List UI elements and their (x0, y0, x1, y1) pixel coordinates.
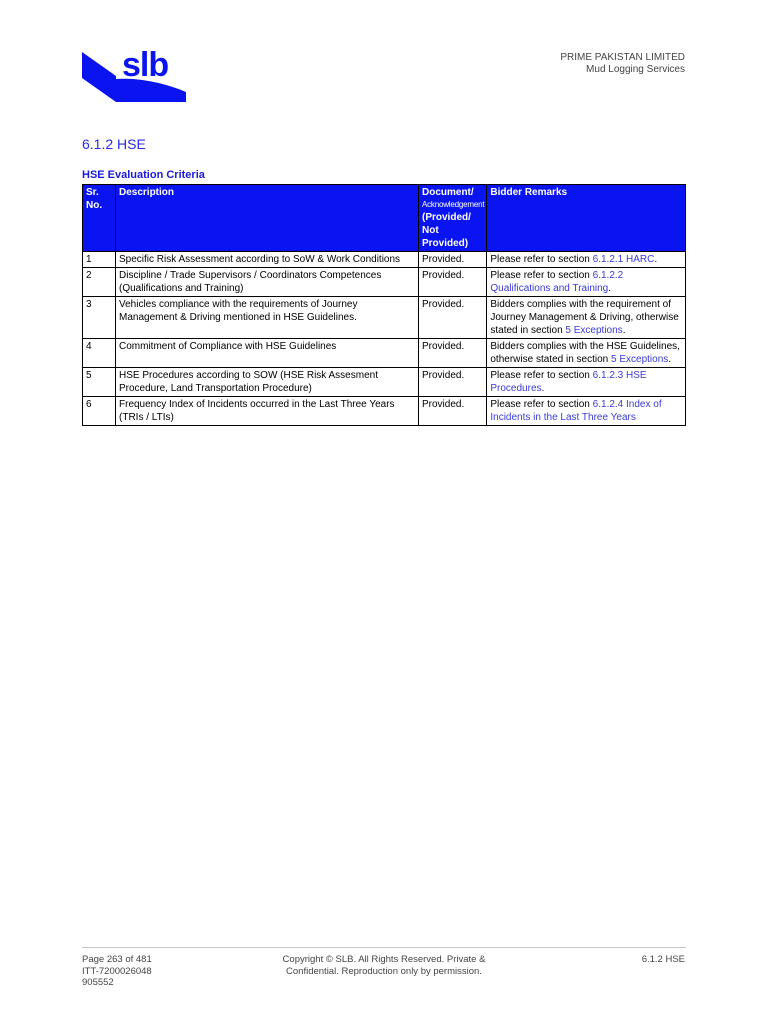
row-sr: 3 (83, 297, 116, 339)
row-status: Provided. (419, 268, 487, 297)
row-description: HSE Procedures according to SOW (HSE Risk Assesment Procedure, Land Transportation Procedure) (116, 368, 419, 397)
table-row (83, 252, 686, 268)
section-link[interactable]: 5 Exceptions (611, 354, 669, 365)
table-row (83, 297, 686, 339)
footer-copyright (270, 954, 498, 977)
section-link[interactable]: 6.1.2.4 Index of Incidents in the Last Three Years (490, 399, 662, 423)
company-service: Mud Logging Services (586, 64, 685, 75)
remark-text: Please refer to section (490, 254, 593, 265)
table-row (83, 368, 686, 397)
header-bidder-remarks: Bidder Remarks (487, 185, 686, 252)
remark-text: Please refer to section (490, 370, 593, 381)
copyright-line-1: Copyright © SLB. All Rights Reserved. Private & (282, 954, 486, 965)
section-link[interactable]: 6.1.2.1 HARC (592, 254, 655, 265)
header-description: Description (116, 185, 419, 252)
row-description: Specific Risk Assessment according to SoW & Work Conditions (116, 252, 419, 268)
row-description: Commitment of Compliance with HSE Guidelines (116, 339, 419, 368)
row-description: Discipline / Trade Supervisors / Coordinators Competences (Qualifications and Training) (116, 268, 419, 297)
row-sr: 1 (83, 252, 116, 268)
row-status: Provided. (419, 339, 487, 368)
row-sr: 4 (83, 339, 116, 368)
row-remark (487, 252, 686, 268)
table-row (83, 397, 686, 426)
section-link[interactable]: 6.1.2.2 Qualifications and Training (490, 270, 624, 294)
remark-text: Bidders complies with the requirement of Journey Management & Driving, otherwise stated in section (490, 299, 679, 336)
page-number: Page 263 of 481 (82, 954, 152, 965)
header-sr-no: Sr. No. (83, 185, 116, 252)
reference-number: 905552 (82, 977, 114, 988)
section-link[interactable]: 5 Exceptions (565, 325, 623, 336)
row-sr: 6 (83, 397, 116, 426)
itt-number: ITT-7200026048 (82, 965, 152, 977)
row-remark (487, 297, 686, 339)
remark-text: Bidders complies with the HSE Guidelines, otherwise stated in section (490, 341, 680, 365)
row-remark (487, 368, 686, 397)
remark-suffix: . (608, 283, 612, 294)
svg-text:slb: slb (122, 46, 169, 84)
row-sr: 2 (83, 268, 116, 297)
row-status: Provided. (419, 368, 487, 397)
company-info (560, 52, 685, 76)
row-description: Frequency Index of Incidents occurred in the Last Three Years (TRIs / LTIs) (116, 397, 419, 426)
row-sr: 5 (83, 368, 116, 397)
row-remark (487, 397, 686, 426)
row-remark (487, 339, 686, 368)
remark-text: Please refer to section (490, 270, 593, 281)
row-status: Provided. (419, 397, 487, 426)
slb-logo (82, 46, 186, 102)
table-caption: HSE Evaluation Criteria (82, 169, 205, 181)
footer-page-info (82, 954, 152, 989)
header-document (419, 185, 487, 252)
copyright-line-2: Confidential. Reproduction only by permission. (286, 965, 482, 977)
remark-suffix: . (541, 383, 545, 394)
table-row (83, 339, 686, 368)
row-remark (487, 268, 686, 297)
company-name: PRIME PAKISTAN LIMITED (560, 52, 685, 63)
remark-text: Please refer to section (490, 399, 593, 410)
row-description: Vehicles compliance with the requirements of Journey Management & Driving mentioned in HSE Guidelines. (116, 297, 419, 339)
table-row (83, 268, 686, 297)
section-link[interactable]: 6.1.2.3 HSE Procedures (490, 370, 647, 394)
row-status: Provided. (419, 297, 487, 339)
header-document-line1: Document/ (422, 187, 474, 198)
row-status: Provided. (419, 252, 487, 268)
remark-suffix: . (654, 254, 658, 265)
hse-evaluation-table (82, 184, 686, 426)
header-document-line2: Acknowledgement (422, 200, 485, 209)
footer-divider (82, 947, 686, 948)
remark-suffix: . (668, 354, 672, 365)
header-document-line3: (Provided/ Not Provided) (422, 212, 471, 249)
section-title: 6.1.2 HSE (82, 136, 146, 152)
table-header-row (83, 185, 686, 252)
footer-section: 6.1.2 HSE (641, 954, 685, 965)
remark-suffix: . (622, 325, 626, 336)
